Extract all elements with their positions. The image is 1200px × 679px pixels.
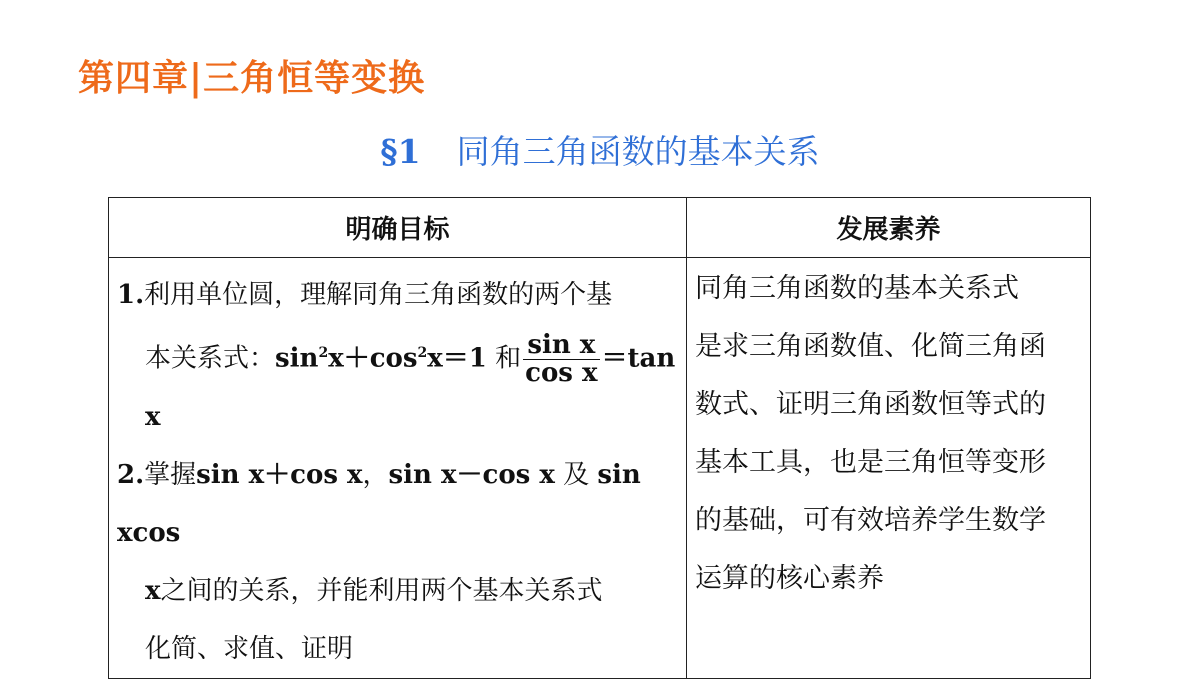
goal-1-line-1 <box>117 266 678 324</box>
goal-1-number: 1. <box>117 280 145 310</box>
fraction-denominator: cos x <box>525 358 598 389</box>
skills-line: 同角三角函数的基本关系式 <box>695 273 1019 304</box>
skills-line: 数式、证明三角函数恒等式的 <box>695 389 1046 420</box>
goal-2-text: 之间的关系，并能利用两个基本关系式 <box>160 575 603 606</box>
goal-2-ji: 及 <box>563 459 590 490</box>
goal-2-comma: ， <box>362 459 389 490</box>
formula-x: x <box>145 575 161 606</box>
header-skills: 发展素养 <box>687 198 1091 258</box>
chapter-title: 第四章|三角恒等变换 <box>78 57 426 99</box>
goal-2-line-1 <box>117 446 678 562</box>
goal-1-prefix: 本关系式： <box>145 343 276 374</box>
objectives-table <box>108 197 1091 679</box>
header-goals: 明确目标 <box>109 198 687 258</box>
skills-line: 是求三角函数值、化简三角函 <box>695 331 1046 362</box>
goals-cell <box>109 258 687 679</box>
goal-1-text: 利用单位圆，理解同角三角函数的两个基 <box>144 280 613 310</box>
formula-cos: x＋cos <box>328 343 418 374</box>
goal-1-line-2 <box>117 324 678 446</box>
section-number: §1 <box>380 132 421 171</box>
formula-product: sin xcos <box>117 459 641 548</box>
formula-diff: sin x－cos x <box>388 459 555 490</box>
goal-1-and: 和 <box>495 343 522 374</box>
fraction-numerator: sin x <box>523 332 599 360</box>
goal-2-line-2 <box>117 562 678 620</box>
formula-fraction <box>523 329 599 389</box>
formula-sin: sin <box>275 343 319 374</box>
goal-2-prefix: 掌握 <box>144 459 197 490</box>
formula-sum: sin x＋cos x <box>196 459 363 490</box>
skills-cell <box>687 258 1091 679</box>
skills-line: 基本工具，也是三角恒等变形 <box>695 447 1046 478</box>
skills-line: 的基础，可有效培养学生数学 <box>695 505 1046 536</box>
formula-tan: ＝tan x <box>145 343 676 432</box>
formula-sup-2: 2 <box>417 345 428 361</box>
section-heading <box>0 126 1200 173</box>
skills-line: 运算的核心素养 <box>695 563 884 594</box>
section-title: 同角三角函数的基本关系 <box>456 132 820 171</box>
goal-2-number: 2. <box>117 459 145 490</box>
goal-2-line-3: 化简、求值、证明 <box>145 633 354 664</box>
formula-eq-1: x＝1 <box>427 343 487 374</box>
formula-sup-1: 2 <box>318 345 329 361</box>
